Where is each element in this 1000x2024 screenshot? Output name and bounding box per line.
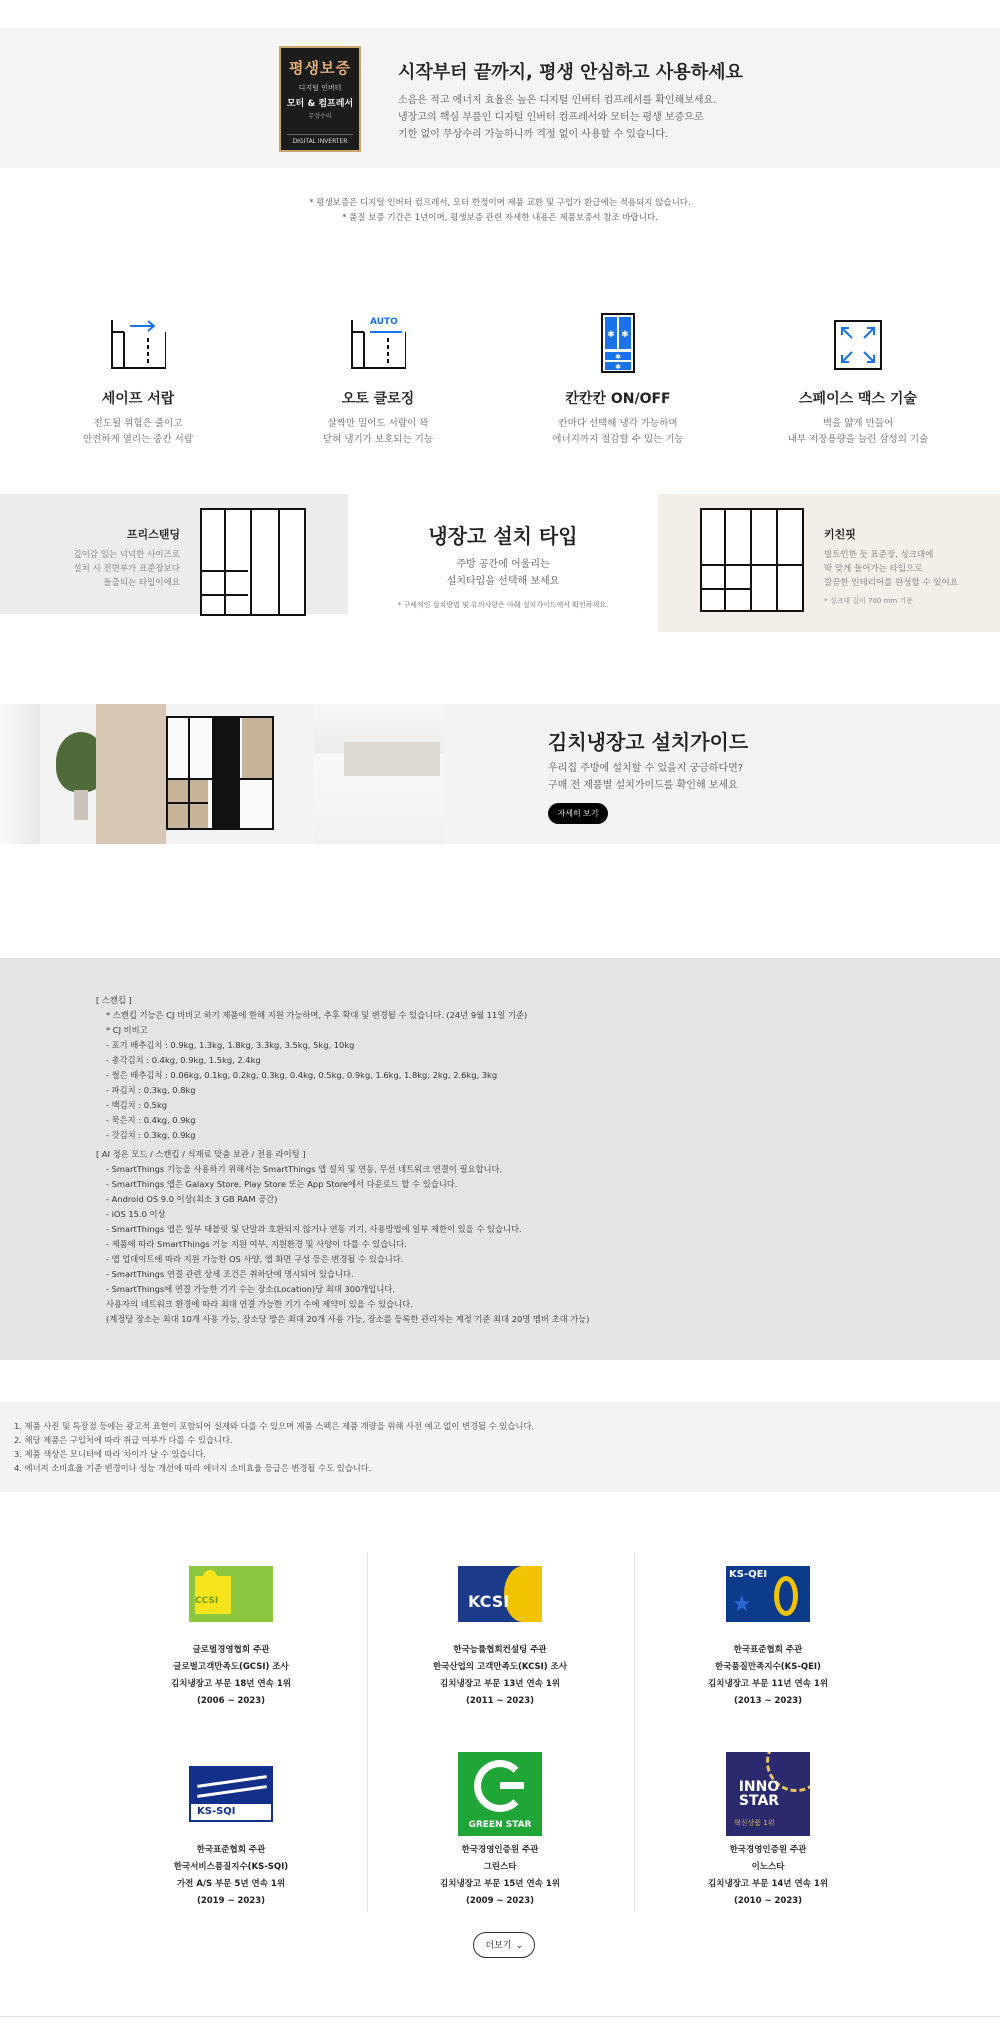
warranty-note: * 평생보증은 디지털 인버터 컴프레서, 모터 한정이며 제품 교환 및 구입가 환급에는 적용되지 않습니다. <box>309 198 691 208</box>
award-text <box>101 1842 361 1910</box>
award-text <box>370 1842 630 1910</box>
spec-line: - SmartThings에 연결 가능한 기기 수는 장소(Location)당 최대 300개입니다. <box>106 1284 395 1294</box>
greenstar-logo-text: GREEN STAR <box>468 1820 532 1830</box>
award-text <box>638 1642 898 1710</box>
award-innostar <box>638 1752 898 1910</box>
warranty-notes <box>0 196 1000 226</box>
spec-line: * 스캔킵 기능은 CJ 비비고 하기 제품에 한해 지원 가능하며, 추후 확대 및 변경될 수 있습니다. (24년 9월 11일 기준) <box>106 1010 528 1020</box>
freestanding-desc-line: 깊이감 있는 넉넉한 사이즈로 <box>73 550 180 560</box>
space-max-icon <box>830 318 886 374</box>
badge-line1: 디지털 인버터 <box>298 84 342 92</box>
feature-desc <box>498 416 738 448</box>
kitchenfit-fridge-image <box>700 508 804 612</box>
award-divider <box>367 1552 368 1912</box>
more-button-label: 더보기 <box>485 1940 512 1950</box>
svg-text:✱: ✱ <box>615 353 621 361</box>
auto-label: AUTO <box>370 317 398 327</box>
award-line: 김치냉장고 부문 11년 연속 1위 <box>708 1679 828 1689</box>
award-line: 한국품질만족지수(KS-QEI) <box>715 1662 821 1672</box>
award-text <box>370 1642 630 1710</box>
award-line: 한국산업의 고객만족도(KCSI) 조사 <box>432 1662 568 1672</box>
kitchenfit-desc-line: 깔끔한 인테리어를 완성할 수 있어요 <box>824 578 958 588</box>
install-kitchenfit-panel <box>658 494 1000 632</box>
disclaimer-line: 1. 제품 사진 및 특장점 등에는 광고적 표현이 포함되어 실제와 다를 수 있으며 제품 스펙은 제품 개량을 위해 사전 예고 없이 변경될 수 있습니다. <box>14 1421 535 1431</box>
feature-safe-drawer <box>18 318 258 448</box>
feature-title: 칸칸칸 ON/OFF <box>565 391 671 407</box>
kitchenfit-text <box>824 526 994 606</box>
badge-line3: 무상수리 <box>308 113 332 120</box>
warranty-title: 시작부터 끝까지, 평생 안심하고 사용하세요 <box>398 62 743 83</box>
kitchenfit-desc-line: 빌트인한 듯 표준장, 싱크대에 <box>824 550 934 560</box>
install-desc-line: 주방 공간에 어울리는 <box>456 559 550 570</box>
feature-title: 세이프 서랍 <box>101 391 175 407</box>
auto-close-icon <box>350 318 406 374</box>
chevron-down-icon: ⌄ <box>515 1941 523 1950</box>
wall-panel <box>96 704 166 844</box>
award-line: 이노스타 <box>751 1862 785 1872</box>
award-divider <box>634 1552 635 1912</box>
award-line: 한국표준협회 주관 <box>196 1845 266 1855</box>
award-line: 김치냉장고 부문 14년 연속 1위 <box>708 1879 828 1889</box>
spec-line: - 썰은 배추김치 : 0.06kg, 0.1kg, 0.2kg, 0.3kg, 0.4kg, 0.5kg, 0.9kg, 1.6kg, 1.8kg, 2kg, 2.6kg, 3kg <box>106 1070 498 1080</box>
install-guide-title: 김치냉장고 설치가이드 <box>548 730 749 754</box>
install-guide-desc-line: 구매 전 제품별 설치가이드를 확인해 보세요 <box>548 780 738 791</box>
innostar-logo-text: INNO STAR <box>738 1779 780 1809</box>
feature-title: 스페이스 맥스 기술 <box>799 391 917 407</box>
feature-desc-line: 닫혀 냉기가 보호되는 기능 <box>322 434 433 445</box>
award-line: 한국서비스품질지수(KS-SQI) <box>173 1862 289 1872</box>
spec-line: [ 스캔킵 ] <box>96 995 132 1005</box>
disclaimer-section <box>0 1402 1000 1492</box>
award-text <box>101 1642 361 1710</box>
spec-line: - 총각김치 : 0.4kg, 0.9kg, 1.5kg, 2.4kg <box>106 1055 261 1065</box>
safe-drawer-icon <box>110 318 166 374</box>
spec-line: - 파김치 : 0.3kg, 0.8kg <box>106 1085 196 1095</box>
bottom-divider <box>0 2016 1000 2017</box>
award-ksqei <box>638 1566 898 1710</box>
award-line: (2006 ~ 2023) <box>196 1696 266 1706</box>
feature-title: 오토 클로징 <box>341 391 415 407</box>
spec-line: - 갓김치 : 0.3kg, 0.9kg <box>106 1130 196 1140</box>
award-line: 김치냉장고 부문 15년 연속 1위 <box>440 1879 560 1889</box>
disclaimer-line: 4. 에너지 소비효율 기준 변경이나 성능 개선에 따라 에너지 소비효율 등급은 변경될 수도 있습니다. <box>14 1463 372 1473</box>
warranty-desc <box>398 92 716 143</box>
kcsi-logo <box>458 1566 542 1622</box>
freestanding-desc-line: 설치 시 전면부가 표준장보다 <box>73 564 180 574</box>
kcsi-logo-text: KCSI <box>468 1592 510 1611</box>
spec-line: 사용자의 네트워크 환경에 따라 최대 연결 가능한 기기 수에 제약이 있을 수 있습니다. <box>106 1299 413 1309</box>
feature-space-max <box>738 318 978 448</box>
kitchenfit-note: * 싱크대 깊이 700 mm 기준 <box>824 597 913 605</box>
warranty-desc-line: 기한 없이 무상수리 가능하니까 걱정 없이 사용할 수 있습니다. <box>398 129 669 140</box>
feature-auto-closing <box>258 318 498 448</box>
spec-line: - 백김치 : 0.5kg <box>106 1100 168 1110</box>
badge-title: 평생보증 <box>289 59 351 77</box>
badge-line2: 모터 & 컴프레서 <box>286 99 354 109</box>
star-icon: ★ <box>732 1592 752 1617</box>
install-desc <box>348 556 658 590</box>
freestanding-desc <box>70 548 180 590</box>
install-note: * 구체적인 설치방법 및 유의사항은 아래 설치가이드에서 확인하세요. <box>397 601 609 609</box>
install-guide-desc-line: 우리집 주방에 설치할 수 있을지 궁금하다면? <box>548 763 744 774</box>
award-kssqi <box>101 1766 361 1910</box>
gcsi-logo-text: CCSI <box>195 1596 219 1606</box>
award-line: 김치냉장고 부문 13년 연속 1위 <box>440 1679 560 1689</box>
install-guide-banner <box>0 704 1000 844</box>
award-line: (2013 ~ 2023) <box>733 1696 803 1706</box>
award-line: 한국경영인증원 주관 <box>461 1845 539 1855</box>
freestanding-fridge-image <box>200 508 306 616</box>
award-text <box>638 1842 898 1910</box>
award-line: 한국경영인증원 주관 <box>729 1845 807 1855</box>
ksqei-logo <box>726 1566 810 1622</box>
award-line: (2011 ~ 2023) <box>465 1696 535 1706</box>
award-line: 가전 A/S 부문 5년 연속 1위 <box>176 1879 286 1889</box>
spec-line: - SmartThings 연결 관련 상세 조건은 취하단에 명시되어 있습니다. <box>106 1269 354 1279</box>
lifetime-warranty-badge <box>279 46 361 152</box>
feature-desc-line: 안전하게 열리는 중칸 서랍 <box>82 434 193 445</box>
badge-line4: DIGITAL INVERTER <box>287 134 353 145</box>
spec-line: - 포기 배추김치 : 0.9kg, 1.3kg, 1.8kg, 3.3kg, 3.5kg, 5kg, 10kg <box>106 1040 355 1050</box>
freestanding-text <box>70 526 180 590</box>
innostar-logo-sub: 혁신상품 1위 <box>734 1819 775 1827</box>
spec-line: - SmartThings 앱은 일부 태블릿 및 단말과 호환되지 않거나 연동 기기, 사용방법에 일부 제한이 있을 수 있습니다. <box>106 1224 522 1234</box>
compartment-onoff-icon <box>590 318 646 374</box>
spec-line: * CJ 비비고 <box>106 1025 148 1035</box>
kitchenfit-desc <box>824 548 994 590</box>
kssqi-logo-text: KS-SQI <box>197 1806 236 1817</box>
warranty-note: * 품질 보증 기간은 1년이며, 평생보증 관련 자세한 내용은 제품보증서 참조 바랍니다. <box>342 213 658 223</box>
spec-line: - SmartThings 기능을 사용하기 위해서는 SmartThings 앱 설치 및 연동, 무선 네트워크 연결이 필요합니다. <box>106 1164 503 1174</box>
plant-pot <box>74 790 88 820</box>
award-line: 글로벌고객만족도(GCSI) 조사 <box>173 1662 289 1672</box>
svg-text:✱: ✱ <box>615 363 621 371</box>
freestanding-desc-line: 돌출되는 타입이에요 <box>103 578 180 588</box>
view-details-button[interactable]: 자세히 보기 <box>548 803 608 824</box>
greenstar-logo <box>458 1752 542 1836</box>
award-greenstar <box>370 1752 630 1910</box>
award-line: 한국표준협회 주관 <box>733 1645 803 1655</box>
kimchi-fridge-image <box>166 716 274 830</box>
svg-text:✱: ✱ <box>607 330 615 340</box>
install-freestanding-panel <box>0 494 348 614</box>
more-button[interactable] <box>473 1932 535 1958</box>
award-line: 글로벌경영협회 주관 <box>192 1645 270 1655</box>
award-line: 한국능률협회컨설팅 주관 <box>453 1645 547 1655</box>
install-title: 냉장고 설치 타입 <box>428 524 578 548</box>
disclaimer-line: 2. 해당 제품은 구입처에 따라 취급 여부가 다를 수 있습니다. <box>14 1435 233 1445</box>
warranty-desc-line: 소음은 적고 에너지 효율은 높은 디지털 인버터 컴프레서를 확인해보세요. <box>398 95 717 106</box>
spec-line: [ AI 정온 모드 / 스캔킵 / 식재료 맞춤 보관 / 전용 라이팅 ] <box>96 1149 306 1159</box>
install-guide-desc <box>548 760 743 794</box>
window-light-image <box>0 704 40 844</box>
gcsi-logo <box>189 1566 273 1622</box>
spec-line: - 앱 업데이트에 따라 지원 가능한 OS 사양, 앱 화면 구성 등은 변경될 수 있습니다. <box>106 1254 404 1264</box>
award-line: 그린스타 <box>483 1862 517 1872</box>
smartthings-spec-section <box>0 958 1000 1360</box>
svg-text:✱: ✱ <box>621 330 629 340</box>
feature-desc-line: 에너지까지 절감할 수 있는 기능 <box>552 434 684 445</box>
award-line: (2019 ~ 2023) <box>196 1896 266 1906</box>
feature-desc-line: 칸마다 선택해 냉각 가능하며 <box>558 418 678 429</box>
feature-desc <box>18 416 258 448</box>
kssqi-logo <box>189 1766 273 1822</box>
spec-line: - Android OS 9.0 이상(최소 3 GB RAM 공간) <box>106 1194 278 1204</box>
feature-desc <box>258 416 498 448</box>
feature-compartment-onoff <box>498 318 738 448</box>
kitchenfit-title: 키친핏 <box>824 528 856 541</box>
kitchen-backsplash <box>344 742 440 776</box>
kitchenfit-desc-line: 딱 맞게 들어가는 타입으로 <box>824 564 923 574</box>
award-line: 김치냉장고 부문 18년 연속 1위 <box>171 1679 291 1689</box>
feature-desc-line: 전도될 위험은 줄이고 <box>93 418 183 429</box>
spec-line: - 제품에 따라 SmartThings 기능 지원 여부, 지원환경 및 사양이 다를 수 있습니다. <box>106 1239 407 1249</box>
feature-desc-line: 내부 저장용량을 늘린 삼성의 기술 <box>787 434 929 445</box>
spec-line: - iOS 15.0 이상 <box>106 1209 166 1219</box>
freestanding-title: 프리스탠딩 <box>126 528 180 541</box>
install-desc-line: 설치타입을 선택해 보세요 <box>446 576 560 587</box>
award-kcsi <box>370 1566 630 1710</box>
feature-desc-line: 벽을 얇게 만들어 <box>822 418 894 429</box>
feature-desc <box>738 416 978 448</box>
warranty-desc-line: 냉장고의 핵심 부품인 디지털 인버터 컴프레서와 모터는 평생 보증으로 <box>398 112 704 123</box>
disclaimer-line: 3. 제품 색상은 모니터에 따라 차이가 날 수 있습니다. <box>14 1449 206 1459</box>
feature-desc-line: 살짝만 밀어도 서랍이 꽉 <box>327 418 429 429</box>
spec-line: - 묵은지 : 0.4kg, 0.9kg <box>106 1115 196 1125</box>
ksqei-logo-text: KS-QEI <box>729 1569 768 1580</box>
award-gcsi <box>101 1566 361 1710</box>
spec-line: - SmartThings 앱은 Galaxy Store, Play Store 또는 App Store에서 다운로드 할 수 있습니다. <box>106 1179 458 1189</box>
award-line: (2010 ~ 2023) <box>733 1896 803 1906</box>
award-line: (2009 ~ 2023) <box>465 1896 535 1906</box>
innostar-logo <box>726 1752 810 1836</box>
warranty-section <box>0 28 1000 168</box>
spec-line: (계정당 장소는 최대 10개 사용 가능, 장소당 방은 최대 20개 사용 가능, 장소를 등록한 관리자는 계정 기준 최대 20명 멤버 초대 가능) <box>106 1314 590 1324</box>
